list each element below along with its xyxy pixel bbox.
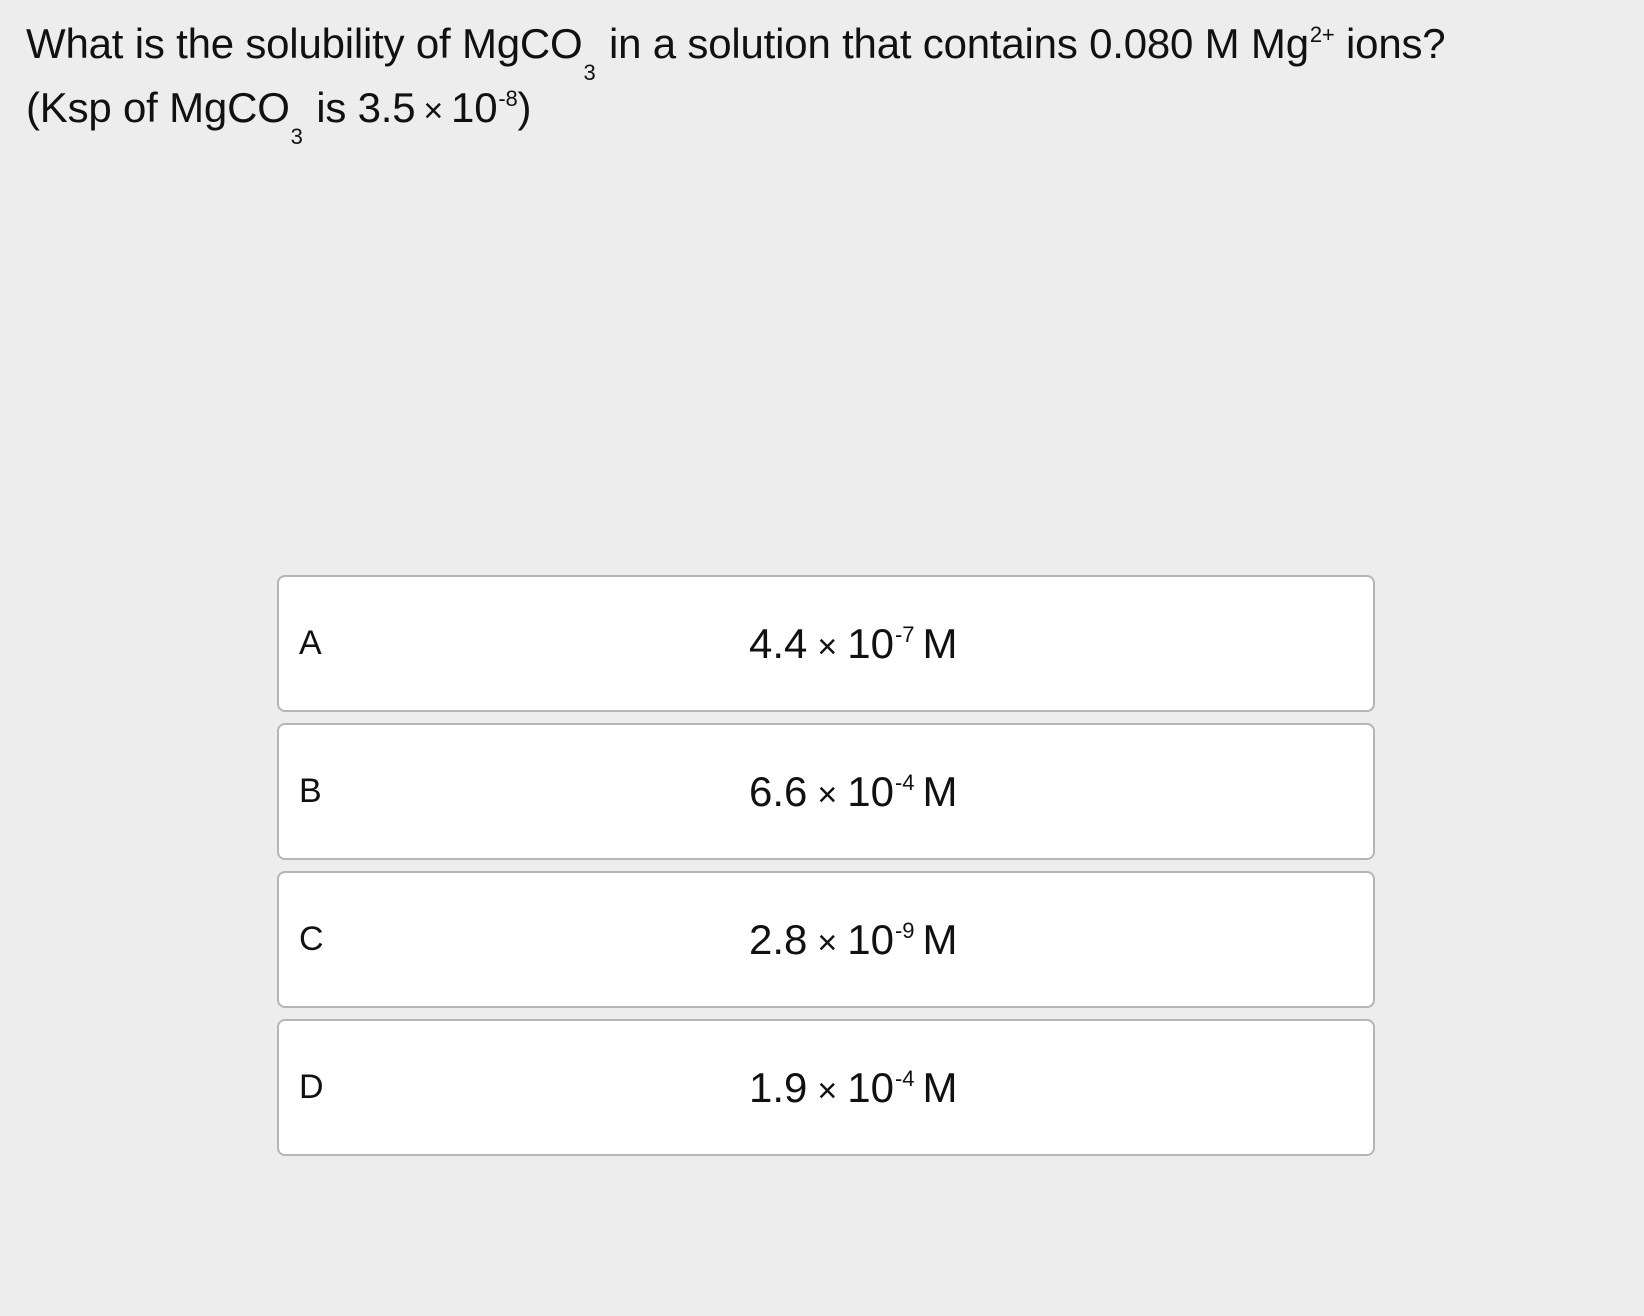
option-base: 10 [847,916,894,963]
option-times: × [817,1072,838,1110]
option-value [749,1021,958,1154]
question-line-1-middle: in a solution that contains 0.080 M Mg [597,20,1309,67]
question-line-1-start: What is the solubility of MgCO [26,20,583,67]
answer-option-d[interactable] [277,1019,1375,1156]
option-times: × [817,924,838,962]
option-mantissa: 1.9 [749,1064,808,1111]
option-mantissa: 2.8 [749,916,808,963]
question-line-2-end: ) [517,84,532,131]
question-line-2-base: 10 [451,84,498,131]
question-line-2-start: (Ksp of MgCO [26,84,290,131]
option-base: 10 [847,768,894,815]
option-exponent: -7 [894,622,915,647]
question-line-1 [26,12,1616,85]
option-letter: C [299,920,324,958]
option-times: × [817,628,838,666]
option-value [749,725,958,858]
option-mantissa: 4.4 [749,620,808,667]
option-unit: M [922,1064,958,1111]
option-base: 10 [847,620,894,667]
option-unit: M [922,916,958,963]
option-times: × [817,776,838,814]
option-exponent: -9 [894,918,915,943]
question-line-1-end: ions? [1334,20,1446,67]
question-line-2-middle: is 3.5 [304,84,416,131]
option-value [749,873,958,1006]
answer-option-c[interactable] [277,871,1375,1008]
option-letter: D [299,1068,324,1106]
option-base: 10 [847,1064,894,1111]
question-line-1-superscript: 2+ [1309,22,1335,47]
answer-option-a[interactable] [277,575,1375,712]
question-text [26,12,1616,149]
option-letter: A [299,624,322,662]
option-value [749,577,958,710]
question-line-2-subscript: 3 [290,124,303,149]
option-exponent: -4 [894,770,915,795]
option-exponent: -4 [894,1066,915,1091]
option-letter: B [299,772,322,810]
question-line-2-exponent: -8 [498,86,518,111]
option-mantissa: 6.6 [749,768,808,815]
answer-options [277,575,1375,1167]
option-unit: M [922,620,958,667]
answer-option-b[interactable] [277,723,1375,860]
question-line-2-times: × [423,92,444,130]
question-line-2 [26,76,1616,149]
option-unit: M [922,768,958,815]
question-line-1-subscript: 3 [583,60,596,85]
